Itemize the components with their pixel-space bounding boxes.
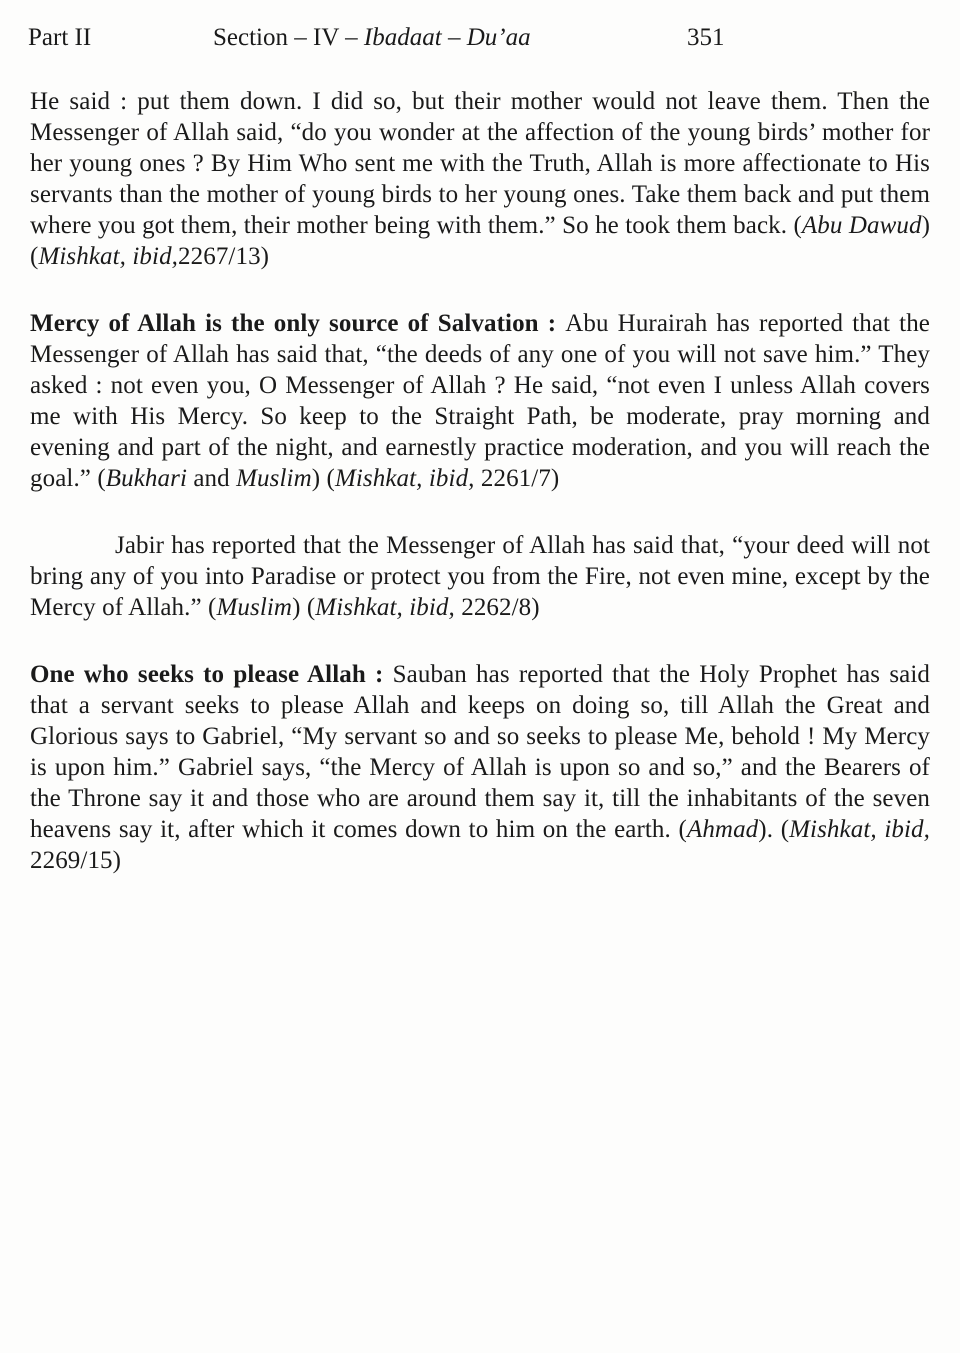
text-run: 2262/8) bbox=[454, 594, 540, 621]
page-header bbox=[0, 0, 960, 62]
paragraph bbox=[30, 308, 930, 494]
text-run: One who seeks to please Allah : bbox=[30, 661, 393, 688]
page-body bbox=[30, 86, 930, 876]
text-run: Muslim bbox=[216, 594, 293, 621]
section-title-italic: Ibadaat – Du’aa bbox=[363, 24, 531, 51]
text-run: 2267/13) bbox=[178, 243, 270, 270]
text-run: Ahmad bbox=[686, 816, 759, 843]
text-run: Muslim bbox=[236, 465, 312, 492]
text-run: Jabir has reported that the Messenger of Allah has said that, “your deed will not bring any of you into Paradise or protect you from the Fire, not even mine, except by the Mercy of Allah.” ( bbox=[30, 532, 930, 621]
text-run: Bukhari bbox=[105, 465, 188, 492]
section-title bbox=[213, 22, 531, 53]
paragraph bbox=[30, 86, 930, 272]
text-run: 2261/7) bbox=[474, 465, 560, 492]
text-run: Mishkat, ibid, bbox=[315, 594, 455, 621]
text-run: Mercy of Allah is the only source of Salvation : bbox=[30, 310, 566, 337]
section-title-plain: Section – IV – bbox=[213, 24, 364, 51]
text-run: and bbox=[187, 465, 237, 492]
text-run: ). ( bbox=[758, 816, 790, 843]
text-run: Mishkat, ibid, bbox=[38, 243, 179, 270]
text-run: 2269/15) bbox=[30, 847, 122, 874]
text-run: ) ( bbox=[311, 465, 335, 492]
text-run: Mishkat, ibid, bbox=[789, 816, 930, 843]
text-run: Sauban has reported that the Holy Prophet has said that a servant seeks to please Allah and keeps on doing so, till Allah the Great and Glorious says to Gabriel, “My servant so and so seeks to please Me, behold ! My Mercy is upon him.” Gabriel says, “the Mercy of Allah is upon so and so,” and the Bearers of the Throne say it and those who are around them say it, till the inhabitants of the seven heavens say it, after which it comes down to him on the earth. ( bbox=[30, 661, 930, 843]
text-run: Mishkat, ibid, bbox=[334, 465, 475, 492]
paragraph bbox=[30, 530, 930, 623]
page-number: 351 bbox=[687, 24, 725, 51]
text-run: ) ( bbox=[292, 594, 316, 621]
text-run: Abu Dawud bbox=[801, 212, 922, 239]
paragraph bbox=[30, 659, 930, 876]
text-run: ) ( bbox=[30, 212, 931, 270]
part-label: Part II bbox=[28, 24, 92, 51]
text-run: Abu Hurairah has reported that the Messenger of Allah has said that, “the deeds of any one of you will not save him.” They asked : not even you, O Messenger of Allah ? He said, “not even I unless Allah covers me with His Mercy. So keep to the Straight Path, be moderate, pray morning and evening and part of the night, and earnestly practice moderation, and you will reach the goal.” ( bbox=[30, 310, 930, 492]
text-run: He said : put them down. I did so, but their mother would not leave them. Then the Messenger of Allah said, “do you wonder at the affection of the young birds’ mother for her young ones ? By Him Who sent me with the Truth, Allah is more affectionate to His servants than the mother of young birds to her young ones. Take them back and put them where you got them, their mother being with them.” So he took them back. ( bbox=[30, 88, 930, 239]
